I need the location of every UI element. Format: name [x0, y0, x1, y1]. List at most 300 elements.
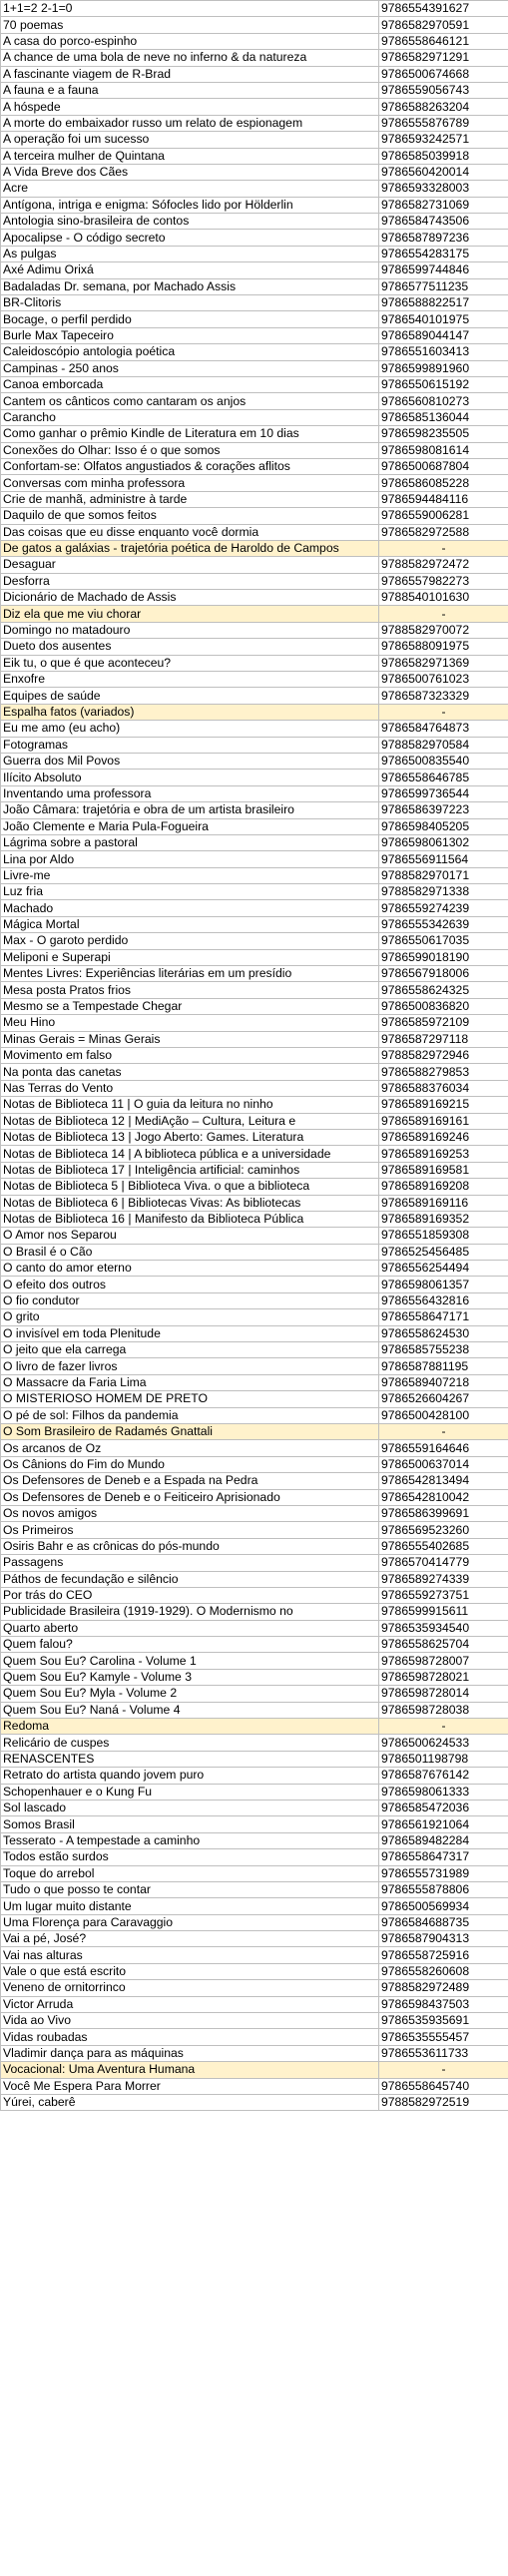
title-cell[interactable]: Veneno de ornitorrinco	[1, 1980, 379, 1996]
table-row[interactable]	[1, 1440, 508, 1456]
title-cell[interactable]: Crie de manhã, administre à tarde	[1, 491, 379, 507]
isbn-cell[interactable]: 9786582971369	[379, 655, 508, 671]
isbn-cell[interactable]: 9786582971291	[379, 50, 508, 66]
title-cell[interactable]: Axé Adimu Orixá	[1, 262, 379, 278]
table-row[interactable]	[1, 1358, 508, 1374]
title-cell[interactable]: Lágrima sobre a pastoral	[1, 834, 379, 850]
isbn-cell[interactable]: 9786558260608	[379, 1963, 508, 1979]
table-row[interactable]	[1, 1538, 508, 1554]
table-row[interactable]	[1, 1768, 508, 1784]
table-row[interactable]	[1, 1505, 508, 1521]
title-cell[interactable]: Luz fria	[1, 884, 379, 900]
isbn-cell[interactable]: -	[379, 1719, 508, 1735]
table-row[interactable]	[1, 2045, 508, 2061]
title-cell[interactable]: Quem Sou Eu? Myla - Volume 2	[1, 1686, 379, 1702]
isbn-cell[interactable]: 9788582972519	[379, 2095, 508, 2111]
title-cell[interactable]: Retrato do artista quando jovem puro	[1, 1768, 379, 1784]
isbn-cell[interactable]: 9786550615192	[379, 376, 508, 392]
isbn-cell[interactable]: 9786589169215	[379, 1097, 508, 1113]
table-row[interactable]	[1, 1097, 508, 1113]
table-row[interactable]	[1, 1832, 508, 1848]
title-cell[interactable]: Quem Sou Eu? Kamyle - Volume 3	[1, 1669, 379, 1685]
title-cell[interactable]: Relicário de cuspes	[1, 1735, 379, 1751]
isbn-cell[interactable]: 9786598405205	[379, 818, 508, 834]
isbn-cell[interactable]: 9786586399691	[379, 1505, 508, 1521]
table-row[interactable]	[1, 1277, 508, 1292]
table-row[interactable]	[1, 278, 508, 294]
isbn-cell[interactable]: 9786593328003	[379, 181, 508, 197]
title-cell[interactable]: As pulgas	[1, 246, 379, 261]
title-cell[interactable]: Inventando uma professora	[1, 785, 379, 801]
table-row[interactable]	[1, 1228, 508, 1244]
title-cell[interactable]: Uma Florença para Caravaggio	[1, 1914, 379, 1930]
title-cell[interactable]: Dicionário de Machado de Assis	[1, 590, 379, 606]
table-row[interactable]	[1, 540, 508, 556]
title-cell[interactable]: Desaguar	[1, 557, 379, 573]
title-cell[interactable]: Os Primeiros	[1, 1522, 379, 1538]
table-row[interactable]	[1, 1146, 508, 1162]
title-cell[interactable]: Por trás do CEO	[1, 1587, 379, 1603]
title-cell[interactable]: Burle Max Tapeceiro	[1, 327, 379, 343]
isbn-cell[interactable]: 9786582972588	[379, 524, 508, 540]
table-row[interactable]	[1, 1244, 508, 1260]
table-row[interactable]	[1, 246, 508, 261]
title-cell[interactable]: O efeito dos outros	[1, 1277, 379, 1292]
title-cell[interactable]: Notas de Biblioteca 12 | MediAção – Cultura, Leitura e	[1, 1113, 379, 1129]
isbn-cell[interactable]: 9786551859308	[379, 1228, 508, 1244]
isbn-cell[interactable]: 9786589169253	[379, 1146, 508, 1162]
isbn-cell[interactable]: 9786588091975	[379, 639, 508, 655]
title-cell[interactable]: Notas de Biblioteca 6 | Bibliotecas Vivas: As bibliotecas	[1, 1195, 379, 1211]
table-row[interactable]	[1, 1571, 508, 1587]
title-cell[interactable]: Equipes de saúde	[1, 688, 379, 704]
title-cell[interactable]: Conversas com minha professora	[1, 475, 379, 491]
table-row[interactable]	[1, 1407, 508, 1423]
table-row[interactable]	[1, 1849, 508, 1865]
table-row[interactable]	[1, 1686, 508, 1702]
title-cell[interactable]: BR-Clitoris	[1, 295, 379, 311]
table-row[interactable]	[1, 1162, 508, 1178]
table-row[interactable]	[1, 949, 508, 965]
isbn-cell[interactable]: 9786599891960	[379, 360, 508, 376]
isbn-cell[interactable]: 9786555402685	[379, 1538, 508, 1554]
table-row[interactable]	[1, 1963, 508, 1979]
title-cell[interactable]: Meliponi e Superapi	[1, 949, 379, 965]
table-row[interactable]	[1, 802, 508, 818]
title-cell[interactable]: Vidas roubadas	[1, 2029, 379, 2045]
title-cell[interactable]: Notas de Biblioteca 13 | Jogo Aberto: Games. Literatura	[1, 1129, 379, 1145]
isbn-cell[interactable]: 9786559274239	[379, 900, 508, 916]
table-row[interactable]	[1, 164, 508, 180]
table-row[interactable]	[1, 1292, 508, 1308]
isbn-cell[interactable]: 9786588279853	[379, 1064, 508, 1080]
isbn-cell[interactable]: 9788582972489	[379, 1980, 508, 1996]
table-row[interactable]	[1, 360, 508, 376]
isbn-cell[interactable]: 9786500569934	[379, 1898, 508, 1914]
title-cell[interactable]: O grito	[1, 1309, 379, 1325]
title-cell[interactable]: João Clemente e Maria Pula-Fogueira	[1, 818, 379, 834]
title-cell[interactable]: Como ganhar o prêmio Kindle de Literatura em 10 dias	[1, 426, 379, 442]
table-row[interactable]	[1, 1374, 508, 1390]
table-row[interactable]	[1, 557, 508, 573]
table-row[interactable]	[1, 2029, 508, 2045]
isbn-cell[interactable]: 9786585136044	[379, 409, 508, 425]
title-cell[interactable]: Cantem os cânticos como cantaram os anjos	[1, 393, 379, 409]
table-row[interactable]	[1, 1881, 508, 1897]
isbn-cell[interactable]: 9786551603413	[379, 344, 508, 360]
title-cell[interactable]: Enxofre	[1, 672, 379, 688]
title-cell[interactable]: João Câmara: trajetória e obra de um artista brasileiro	[1, 802, 379, 818]
isbn-cell[interactable]: 9786589274339	[379, 1571, 508, 1587]
isbn-cell[interactable]: 9786599744846	[379, 262, 508, 278]
table-row[interactable]	[1, 33, 508, 49]
table-row[interactable]	[1, 721, 508, 737]
isbn-cell[interactable]: 9786553611733	[379, 2045, 508, 2061]
isbn-cell[interactable]: 9786557982273	[379, 573, 508, 589]
table-row[interactable]	[1, 1522, 508, 1538]
table-row[interactable]	[1, 982, 508, 998]
isbn-cell[interactable]: -	[379, 704, 508, 720]
title-cell[interactable]: Os novos amigos	[1, 1505, 379, 1521]
title-cell[interactable]: Fotogramas	[1, 737, 379, 753]
table-row[interactable]	[1, 1898, 508, 1914]
isbn-cell[interactable]: 9786588376034	[379, 1080, 508, 1096]
title-cell[interactable]: Das coisas que eu disse enquanto você dormia	[1, 524, 379, 540]
isbn-cell[interactable]: 9786558725916	[379, 1947, 508, 1963]
isbn-cell[interactable]: 9786598061333	[379, 1784, 508, 1800]
table-row[interactable]	[1, 426, 508, 442]
table-row[interactable]	[1, 1179, 508, 1195]
table-row[interactable]	[1, 50, 508, 66]
isbn-cell[interactable]: 9786500624533	[379, 1735, 508, 1751]
title-cell[interactable]: Minas Gerais = Minas Gerais	[1, 1031, 379, 1047]
isbn-cell[interactable]: 9786558646121	[379, 33, 508, 49]
table-row[interactable]	[1, 834, 508, 850]
isbn-cell[interactable]: 9786598728021	[379, 1669, 508, 1685]
table-row[interactable]	[1, 900, 508, 916]
title-cell[interactable]: Quem Sou Eu? Carolina - Volume 1	[1, 1653, 379, 1669]
isbn-cell[interactable]: 9786560420014	[379, 164, 508, 180]
isbn-cell[interactable]: 9786582731069	[379, 197, 508, 213]
table-row[interactable]	[1, 1031, 508, 1047]
table-row[interactable]	[1, 1113, 508, 1129]
isbn-cell[interactable]: 9786554391627	[379, 1, 508, 17]
table-row[interactable]	[1, 82, 508, 98]
table-row[interactable]	[1, 376, 508, 392]
table-row[interactable]	[1, 1620, 508, 1636]
title-cell[interactable]: A casa do porco-espinho	[1, 33, 379, 49]
isbn-cell[interactable]: 9788540101630	[379, 590, 508, 606]
title-cell[interactable]: Notas de Biblioteca 11 | O guia da leitura no ninho	[1, 1097, 379, 1113]
table-row[interactable]	[1, 867, 508, 883]
isbn-cell[interactable]: 9786587904313	[379, 1931, 508, 1947]
table-row[interactable]	[1, 1816, 508, 1832]
table-row[interactable]	[1, 1587, 508, 1603]
title-cell[interactable]: Na ponta das canetas	[1, 1064, 379, 1080]
table-row[interactable]	[1, 1015, 508, 1031]
title-cell[interactable]: Bocage, o perfil perdido	[1, 311, 379, 327]
title-cell[interactable]: Páthos de fecundação e silêncio	[1, 1571, 379, 1587]
title-cell[interactable]: A operação foi um sucesso	[1, 132, 379, 148]
isbn-cell[interactable]: 9788582972472	[379, 557, 508, 573]
isbn-cell[interactable]: 9786589169352	[379, 1211, 508, 1227]
title-cell[interactable]: De gatos a galáxias - trajetória poética de Haroldo de Campos	[1, 540, 379, 556]
table-row[interactable]	[1, 1735, 508, 1751]
table-row[interactable]	[1, 327, 508, 343]
table-row[interactable]	[1, 1423, 508, 1439]
title-cell[interactable]: Vladimir dança para as máquinas	[1, 2045, 379, 2061]
title-cell[interactable]: Conexões do Olhar: Isso é o que somos	[1, 442, 379, 458]
table-row[interactable]	[1, 704, 508, 720]
title-cell[interactable]: 1+1=2 2-1=0	[1, 1, 379, 17]
isbn-cell[interactable]: 9786500836820	[379, 998, 508, 1014]
title-cell[interactable]: 70 poemas	[1, 17, 379, 33]
isbn-cell[interactable]: 9786556432816	[379, 1292, 508, 1308]
title-cell[interactable]: Mágica Mortal	[1, 916, 379, 932]
title-cell[interactable]: Desforra	[1, 573, 379, 589]
title-cell[interactable]: Sol lascado	[1, 1800, 379, 1815]
isbn-cell[interactable]: 9786589044147	[379, 327, 508, 343]
title-cell[interactable]: Um lugar muito distante	[1, 1898, 379, 1914]
title-cell[interactable]: Quem falou?	[1, 1637, 379, 1653]
isbn-cell[interactable]: 9786561921064	[379, 1816, 508, 1832]
table-row[interactable]	[1, 2095, 508, 2111]
isbn-cell[interactable]: 9786588822517	[379, 295, 508, 311]
table-row[interactable]	[1, 884, 508, 900]
isbn-cell[interactable]: 9786535555457	[379, 2029, 508, 2045]
table-row[interactable]	[1, 1865, 508, 1881]
title-cell[interactable]: A terceira mulher de Quintana	[1, 148, 379, 164]
title-cell[interactable]: Antologia sino-brasileira de contos	[1, 214, 379, 230]
title-cell[interactable]: O fio condutor	[1, 1292, 379, 1308]
title-cell[interactable]: Mesa posta Pratos frios	[1, 982, 379, 998]
isbn-cell[interactable]: 9786598061357	[379, 1277, 508, 1292]
table-row[interactable]	[1, 1129, 508, 1145]
title-cell[interactable]: O Amor nos Separou	[1, 1228, 379, 1244]
isbn-cell[interactable]: 9786585472036	[379, 1800, 508, 1815]
title-cell[interactable]: Vida ao Vivo	[1, 2013, 379, 2029]
title-cell[interactable]: Meu Hino	[1, 1015, 379, 1031]
table-row[interactable]	[1, 606, 508, 622]
table-row[interactable]	[1, 770, 508, 785]
title-cell[interactable]: A hóspede	[1, 99, 379, 115]
title-cell[interactable]: Os Cânions do Fim do Mundo	[1, 1456, 379, 1472]
title-cell[interactable]: O Brasil é o Cão	[1, 1244, 379, 1260]
isbn-cell[interactable]: 9786584764873	[379, 721, 508, 737]
isbn-cell[interactable]: 9786555342639	[379, 916, 508, 932]
table-row[interactable]	[1, 17, 508, 33]
isbn-cell[interactable]: 9786569523260	[379, 1522, 508, 1538]
isbn-cell[interactable]: 9786594484116	[379, 491, 508, 507]
isbn-cell[interactable]: -	[379, 1423, 508, 1439]
table-row[interactable]	[1, 590, 508, 606]
table-row[interactable]	[1, 458, 508, 474]
table-row[interactable]	[1, 818, 508, 834]
isbn-cell[interactable]: 9786542810042	[379, 1489, 508, 1505]
isbn-cell[interactable]: 9786558646785	[379, 770, 508, 785]
isbn-cell[interactable]: 9786500637014	[379, 1456, 508, 1472]
title-cell[interactable]: Caleidoscópio antologia poética	[1, 344, 379, 360]
table-row[interactable]	[1, 475, 508, 491]
isbn-cell[interactable]: 9786577511235	[379, 278, 508, 294]
title-cell[interactable]: Caranchо	[1, 409, 379, 425]
isbn-cell[interactable]: 9786555878806	[379, 1881, 508, 1897]
title-cell[interactable]: O MISTERIOSO HOMEM DE PRETO	[1, 1391, 379, 1407]
isbn-cell[interactable]: 9786559006281	[379, 508, 508, 524]
isbn-cell[interactable]: 9786587676142	[379, 1768, 508, 1784]
table-row[interactable]	[1, 1211, 508, 1227]
title-cell[interactable]: Apocalipse - O código secreto	[1, 230, 379, 246]
table-row[interactable]	[1, 524, 508, 540]
table-row[interactable]	[1, 1702, 508, 1718]
title-cell[interactable]: Notas de Biblioteca 14 | A biblioteca pública e a universidade	[1, 1146, 379, 1162]
table-row[interactable]	[1, 1980, 508, 1996]
isbn-cell[interactable]: 9786500835540	[379, 753, 508, 769]
isbn-cell[interactable]: 9786599018190	[379, 949, 508, 965]
isbn-cell[interactable]: 9786598728014	[379, 1686, 508, 1702]
title-cell[interactable]: Diz ela que me viu chorar	[1, 606, 379, 622]
table-row[interactable]	[1, 655, 508, 671]
title-cell[interactable]: Vai nas alturas	[1, 1947, 379, 1963]
table-row[interactable]	[1, 181, 508, 197]
title-cell[interactable]: Vale o que está escrito	[1, 1963, 379, 1979]
isbn-cell[interactable]: 9788582970584	[379, 737, 508, 753]
title-cell[interactable]: Ilícito Absoluto	[1, 770, 379, 785]
table-row[interactable]	[1, 998, 508, 1014]
title-cell[interactable]: Notas de Biblioteca 5 | Biblioteca Viva. o que a biblioteca	[1, 1179, 379, 1195]
table-row[interactable]	[1, 851, 508, 867]
title-cell[interactable]: Os Defensores de Deneb e o Feiticeiro Aprisionado	[1, 1489, 379, 1505]
title-cell[interactable]: Vocacional: Uma Aventura Humana	[1, 2062, 379, 2078]
table-row[interactable]	[1, 393, 508, 409]
table-row[interactable]	[1, 115, 508, 131]
isbn-cell[interactable]: 9786588263204	[379, 99, 508, 115]
table-row[interactable]	[1, 785, 508, 801]
title-cell[interactable]: Eu me amo (eu acho)	[1, 721, 379, 737]
title-cell[interactable]: Nas Terras do Vento	[1, 1080, 379, 1096]
table-row[interactable]	[1, 66, 508, 82]
table-row[interactable]	[1, 966, 508, 982]
title-cell[interactable]: Vai a pé, José?	[1, 1931, 379, 1947]
table-row[interactable]	[1, 1048, 508, 1064]
isbn-cell[interactable]: 9786585972109	[379, 1015, 508, 1031]
table-row[interactable]	[1, 1751, 508, 1767]
table-row[interactable]	[1, 1914, 508, 1930]
title-cell[interactable]: O Massacre da Faria Lima	[1, 1374, 379, 1390]
table-row[interactable]	[1, 344, 508, 360]
isbn-cell[interactable]: 9786589169116	[379, 1195, 508, 1211]
title-cell[interactable]: Quarto aberto	[1, 1620, 379, 1636]
isbn-cell[interactable]: 9786587297118	[379, 1031, 508, 1047]
title-cell[interactable]: Tudo o que posso te contar	[1, 1881, 379, 1897]
table-row[interactable]	[1, 1669, 508, 1685]
table-row[interactable]	[1, 622, 508, 638]
title-cell[interactable]: Mentes Livres: Experiências literárias em um presídio	[1, 966, 379, 982]
title-cell[interactable]: Domingo no matadouro	[1, 622, 379, 638]
isbn-cell[interactable]: 9786526604267	[379, 1391, 508, 1407]
isbn-cell[interactable]: 9786560810273	[379, 393, 508, 409]
isbn-cell[interactable]: 9786589169161	[379, 1113, 508, 1129]
isbn-cell[interactable]: 9786599915611	[379, 1604, 508, 1620]
title-cell[interactable]: A fascinante viagem de R-Brad	[1, 66, 379, 82]
isbn-cell[interactable]: 9786501198798	[379, 1751, 508, 1767]
title-cell[interactable]: A morte do embaixador russo um relato de espionagem	[1, 115, 379, 131]
table-row[interactable]	[1, 1064, 508, 1080]
table-row[interactable]	[1, 737, 508, 753]
isbn-cell[interactable]: 9788582971338	[379, 884, 508, 900]
title-cell[interactable]: Notas de Biblioteca 16 | Manifesto da Biblioteca Pública	[1, 1211, 379, 1227]
isbn-cell[interactable]: 9788582972946	[379, 1048, 508, 1064]
isbn-cell[interactable]: 9786558625704	[379, 1637, 508, 1653]
table-row[interactable]	[1, 508, 508, 524]
table-row[interactable]	[1, 1719, 508, 1735]
isbn-cell[interactable]: 9786559273751	[379, 1587, 508, 1603]
table-row[interactable]	[1, 688, 508, 704]
isbn-cell[interactable]: 9786582970591	[379, 17, 508, 33]
isbn-cell[interactable]: 9786589407218	[379, 1374, 508, 1390]
title-cell[interactable]: Notas de Biblioteca 17 | Inteligência artificial: caminhos	[1, 1162, 379, 1178]
title-cell[interactable]: Daquilo de que somos feitos	[1, 508, 379, 524]
table-row[interactable]	[1, 1309, 508, 1325]
title-cell[interactable]: Redoma	[1, 1719, 379, 1735]
title-cell[interactable]: Canoa emborcada	[1, 376, 379, 392]
table-row[interactable]	[1, 442, 508, 458]
isbn-cell[interactable]: 9786587897236	[379, 230, 508, 246]
isbn-cell[interactable]: 9786598061302	[379, 834, 508, 850]
isbn-cell[interactable]: 9786589169208	[379, 1179, 508, 1195]
isbn-cell[interactable]: 9788582970171	[379, 867, 508, 883]
isbn-cell[interactable]: -	[379, 2062, 508, 2078]
table-row[interactable]	[1, 639, 508, 655]
title-cell[interactable]: RENASCENTES	[1, 1751, 379, 1767]
title-cell[interactable]: Tesserato - A tempestade a caminho	[1, 1832, 379, 1848]
isbn-cell[interactable]: 9786559164646	[379, 1440, 508, 1456]
table-row[interactable]	[1, 1473, 508, 1489]
title-cell[interactable]: Max - O garoto perdido	[1, 933, 379, 949]
table-row[interactable]	[1, 1784, 508, 1800]
isbn-cell[interactable]: 9788582970072	[379, 622, 508, 638]
isbn-cell[interactable]: 9786558647171	[379, 1309, 508, 1325]
title-cell[interactable]: Badaladas Dr. semana, por Machado Assis	[1, 278, 379, 294]
title-cell[interactable]: O livro de fazer livros	[1, 1358, 379, 1374]
title-cell[interactable]: Toque do arrebol	[1, 1865, 379, 1881]
title-cell[interactable]: Espalha fatos (variados)	[1, 704, 379, 720]
isbn-cell[interactable]: 9786585755238	[379, 1342, 508, 1358]
table-row[interactable]	[1, 672, 508, 688]
title-cell[interactable]: Mesmo se a Tempestade Chegar	[1, 998, 379, 1014]
table-row[interactable]	[1, 933, 508, 949]
isbn-cell[interactable]: 9786598728038	[379, 1702, 508, 1718]
table-row[interactable]	[1, 1080, 508, 1096]
table-row[interactable]	[1, 311, 508, 327]
title-cell[interactable]: A Vida Breve dos Cães	[1, 164, 379, 180]
table-row[interactable]	[1, 1195, 508, 1211]
isbn-cell[interactable]: 9786558624325	[379, 982, 508, 998]
title-cell[interactable]: Schopenhauer e o Kung Fu	[1, 1784, 379, 1800]
isbn-cell[interactable]: 9786535934540	[379, 1620, 508, 1636]
title-cell[interactable]: Livre-me	[1, 867, 379, 883]
isbn-cell[interactable]: 9786598081614	[379, 442, 508, 458]
table-row[interactable]	[1, 916, 508, 932]
isbn-cell[interactable]: 9786599736544	[379, 785, 508, 801]
isbn-cell[interactable]: 9786584743506	[379, 214, 508, 230]
title-cell[interactable]: Lina por Aldo	[1, 851, 379, 867]
isbn-cell[interactable]: 9786500687804	[379, 458, 508, 474]
title-cell[interactable]: O canto do amor eterno	[1, 1261, 379, 1277]
title-cell[interactable]: Somos Brasil	[1, 1816, 379, 1832]
isbn-cell[interactable]: 9786593242571	[379, 132, 508, 148]
isbn-cell[interactable]: 9786500674668	[379, 66, 508, 82]
